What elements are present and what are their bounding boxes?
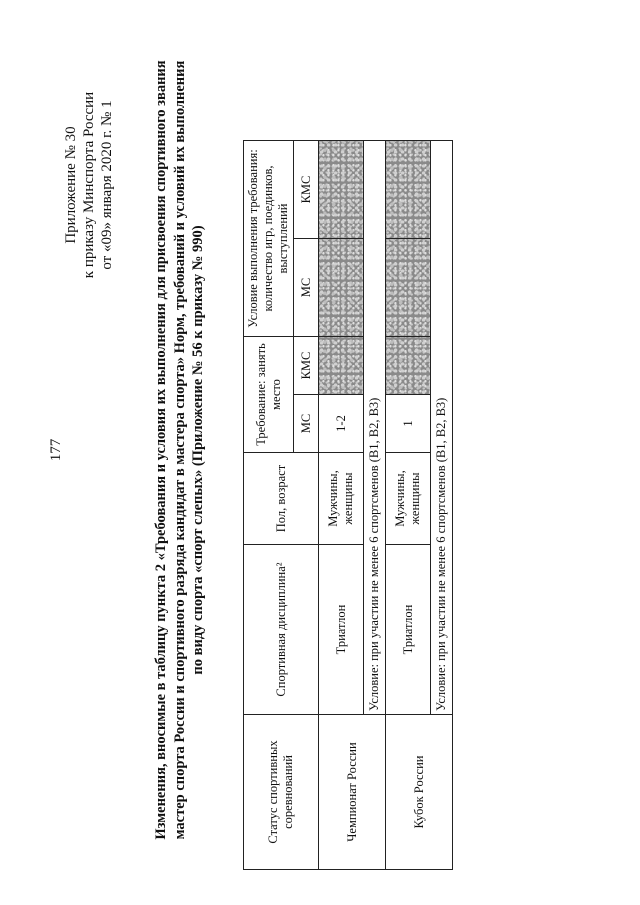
row-1-kms-place-redacted [319, 337, 364, 395]
header-status: Статус спортивных соревнований [244, 715, 319, 870]
header-req-kms: КМС [294, 337, 319, 395]
row-1-status: Чемпионат России [319, 715, 386, 870]
row-1-ms-place: 1-2 [319, 395, 364, 453]
heading-line-2: мастер спорта России и спортивного разряда кандидат в мастера спорта» Норм, требований и условий их выполнения [171, 60, 188, 840]
row-2-note: Условие: при участии не менее 6 спортсменов (В1, В2, В3) [431, 141, 453, 715]
row-1-gender: Мужчины, женщины [319, 453, 364, 545]
table-row [319, 141, 364, 870]
annex-block [62, 45, 116, 325]
document-heading [152, 35, 208, 865]
requirements-table [243, 140, 453, 870]
heading-line-1: Изменения, вносимые в таблицу пункта 2 «Требования и условия их выполнения для присвоения спортивного звания [153, 60, 169, 840]
page-number: 177 [48, 438, 64, 462]
header-condition: Условие выполнения требования: количество игр, поединков, выступлений [244, 141, 294, 337]
row-2-kms-place-redacted [386, 337, 431, 395]
header-requirement: Требование: занять место [244, 337, 294, 453]
row-1-cond-ms-redacted [319, 239, 364, 337]
row-2-cond-ms-redacted [386, 239, 431, 337]
heading-line-3: по виду спорта «спорт слепых» (Приложение № 56 к приказу № 990) [190, 225, 206, 675]
header-gender: Пол, возраст [244, 453, 319, 545]
row-1-cond-kms-redacted [319, 141, 364, 239]
row-2-cond-kms-redacted [386, 141, 431, 239]
header-row-1 [244, 141, 294, 870]
row-1-discipline: Триатлон [319, 545, 364, 715]
row-2-discipline: Триатлон [386, 545, 431, 715]
row-2-ms-place: 1 [386, 395, 431, 453]
header-discipline: Спортивная дисциплина² [244, 545, 319, 715]
annex-line-3: от «09» января 2020 г. № 1 [99, 100, 115, 270]
header-cond-kms: КМС [294, 141, 319, 239]
table-row [386, 141, 431, 870]
row-2-status: Кубок России [386, 715, 453, 870]
header-req-ms: МС [294, 395, 319, 453]
annex-line-2: к приказу Минспорта России [81, 91, 97, 279]
row-1-note: Условие: при участии не менее 6 спортсменов (В1, В2, В3) [364, 141, 386, 715]
annex-line-1: Приложение № 30 [63, 126, 79, 244]
header-cond-ms: МС [294, 239, 319, 337]
row-2-gender: Мужчины, женщины [386, 453, 431, 545]
